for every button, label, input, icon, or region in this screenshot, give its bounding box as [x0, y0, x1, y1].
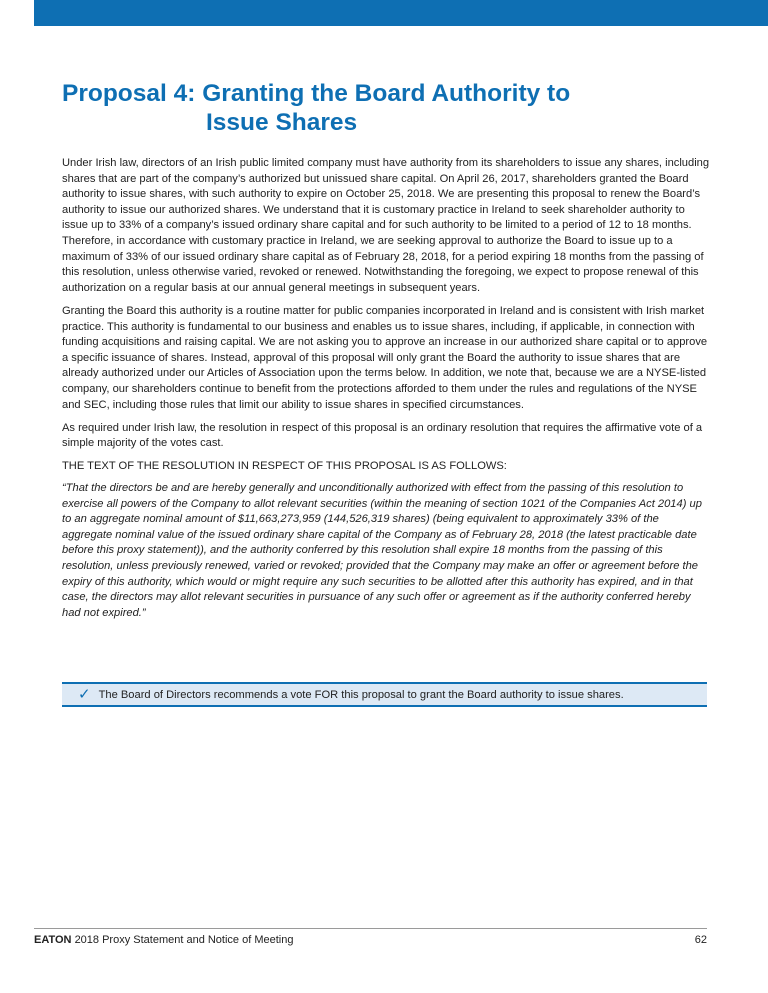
footer-title — [34, 934, 293, 946]
page-title — [62, 79, 570, 137]
board-recommendation — [62, 682, 707, 707]
paragraph-irish-law: Under Irish law, directors of an Irish public limited company must have authority from its shareholders to issue any shares, including shares that are part of the company’s authorized but unissued share capital. On April 26, 2017, shareholders granted the Board authority to issue shares, with such authority to expire on October 25, 2018. We are presenting this proposal to renew the Board’s authority to issue our authorized shares. We understand that it is customary practice in Ireland to seek shareholder authority to issue up to 33% of a company’s issued ordinary share capital and for such authority to be limited to a period of 12 to 18 months. Therefore, in accordance with customary practice in Ireland, we are seeking approval to authorize the Board to issue up to a maximum of 33% of our issued ordinary share capital as of February 28, 2018, for a period expiring 18 months from the passing of this resolution, unless otherwise varied, revoked or renewed. Notwithstanding the foregoing, we expect to propose renewal of this authorization on a regular basis at our annual general meetings in subsequent years. — [62, 157, 710, 294]
title-line-2: Issue Shares — [206, 109, 358, 136]
page-number: 62 — [694, 934, 707, 946]
title-line-1: Proposal 4: Granting the Board Authority to — [62, 80, 571, 107]
paragraph-routine-matter: Granting the Board this authority is a routine matter for public companies incorporated in Ireland and is consistent with Irish market practice. This authority is fundamental to our business and enables us to issue shares, including, if applicable, in connection with funding acquisitions and raising capital. We are not asking you to approve an increase in our authorized share capital or to approve a specific issuance of shares. Instead, approval of this proposal will only grant the Board the authority to issue shares that are already authorized under our Articles of Association upon the terms below. In addition, we note that, because we are a NYSE-listed company, our shareholders continue to benefit from the protections afforded to them under the rules and regulations of the NYSE and SEC, including those rules that limit our ability to issue shares in specified circumstances. — [62, 304, 708, 411]
header-bar — [34, 0, 768, 26]
footer-divider — [34, 928, 707, 929]
check-icon: ✓ — [78, 685, 91, 703]
recommendation-text: The Board of Directors recommends a vote FOR this proposal to grant the Board authority to issue shares. — [98, 688, 624, 701]
resolution-quote: “That the directors be and are hereby generally and unconditionally authorized with effect from the passing of this resolution to exercise all powers of the Company to allot relevant securities (within the meaning of section 1021 of the Companies Act 2014) up to an aggregate nominal amount of $11,663,273,959 (144,526,319 shares) (being equivalent to approximately 33% of the aggregate nominal value of the issued ordinary share capital of the Company as of February 28, 2018 (the latest practicable date before this proxy statement)), and the authority conferred by this resolution shall expire 18 months from the passing of this resolution, unless previously renewed, varied or revoked; provided that the Company may make an offer or agreement before the expiry of this authority, which would or might require any such securities to be allotted after this authority has expired, and in that case, the directors may allot relevant securities in pursuance of any such offer or agreement as if the authority conferred hereby had not expired.” — [62, 482, 702, 619]
paragraph-vote-required: As required under Irish law, the resolution in respect of this proposal is an ordinary resolution that requires the affirmative vote of a simple majority of the votes cast. — [62, 421, 703, 450]
body-content — [62, 156, 710, 629]
footer-document: 2018 Proxy Statement and Notice of Meeting — [74, 934, 294, 946]
footer-brand: EATON — [34, 934, 72, 946]
page-footer — [34, 934, 707, 946]
resolution-heading: THE TEXT OF THE RESOLUTION IN RESPECT OF THIS PROPOSAL IS AS FOLLOWS: — [62, 460, 507, 473]
